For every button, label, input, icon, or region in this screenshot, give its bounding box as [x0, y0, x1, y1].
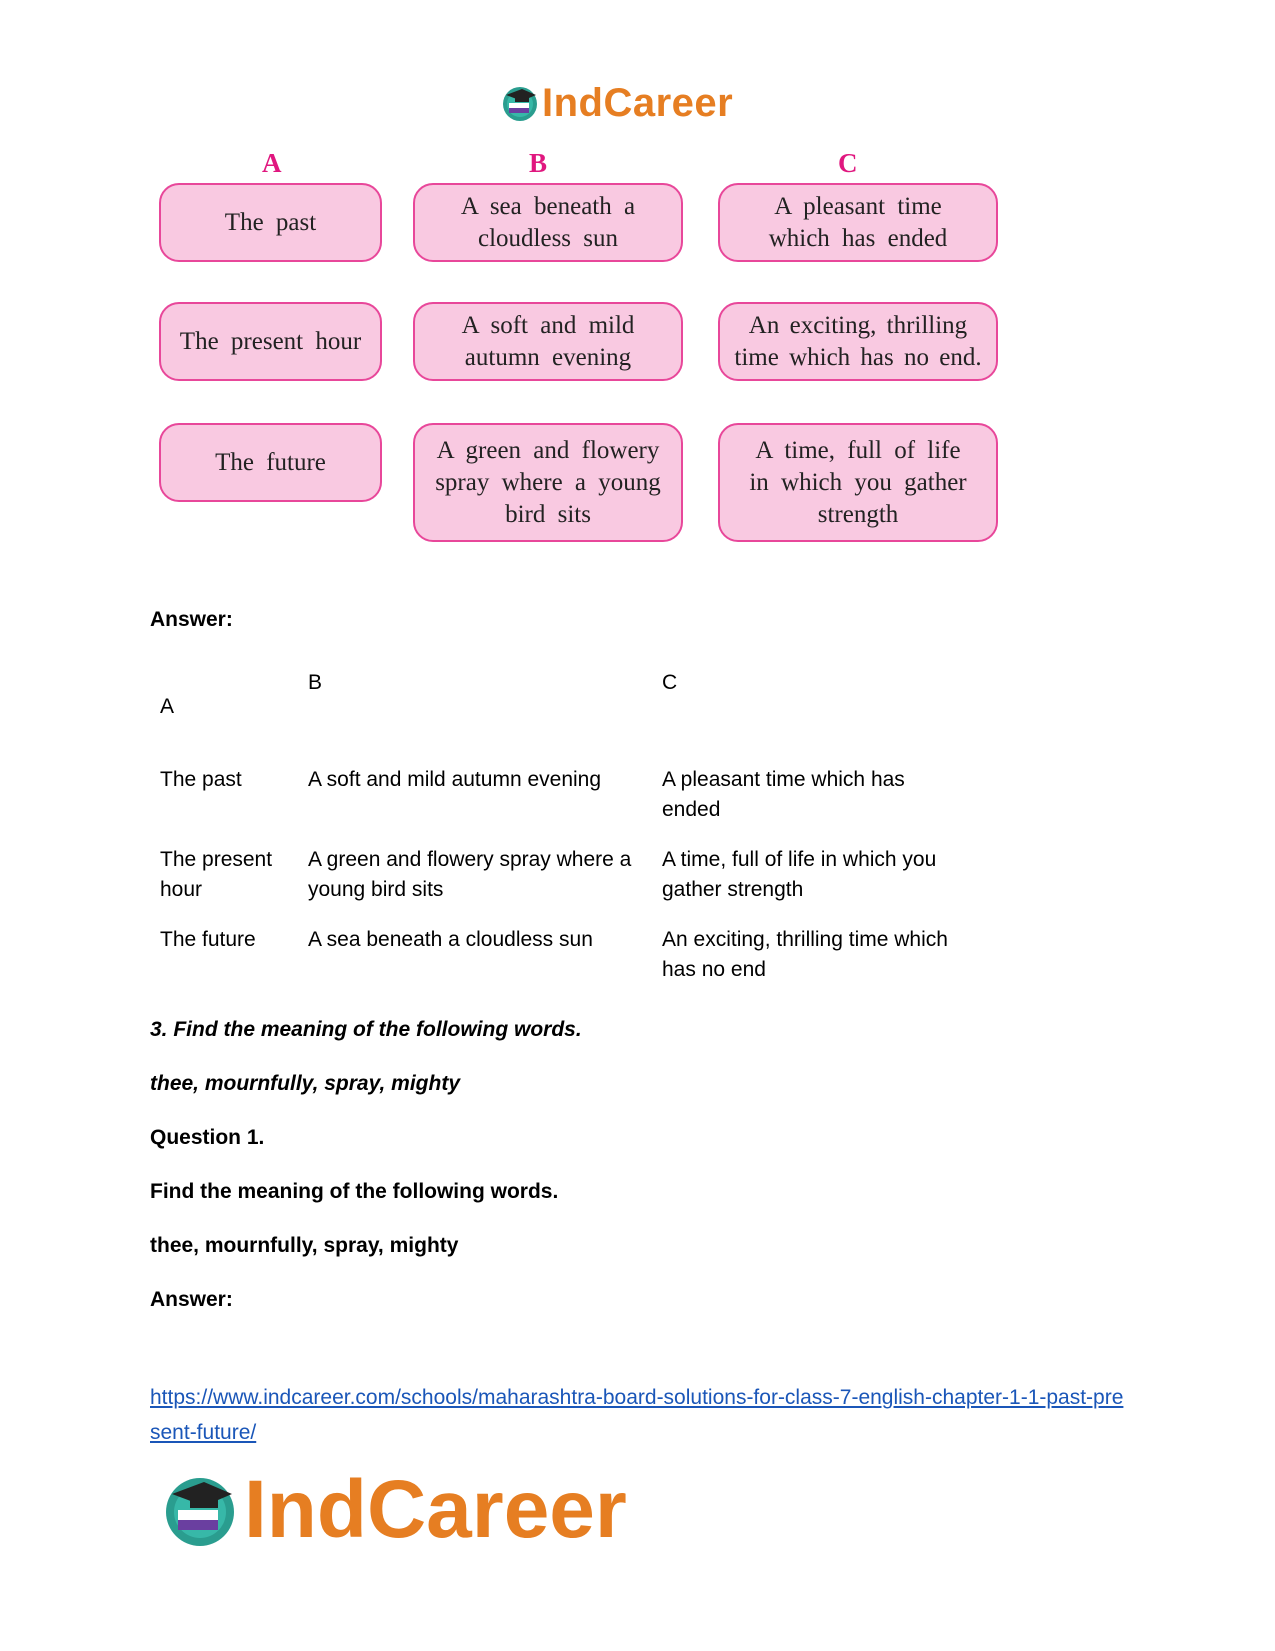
question-1-words: thee, mournfully, spray, mighty — [150, 1234, 459, 1257]
answer-link[interactable]: https://www.indcareer.com/schools/maharashtra-board-solutions-for-class-7-english-chapter-1-1-past-present-future/ — [150, 1386, 1124, 1444]
table-row-3-b: A sea beneath a cloudless sun — [308, 928, 593, 951]
box-b-1: A sea beneath a cloudless sun — [413, 183, 683, 262]
indcareer-logo-bottom — [160, 1465, 627, 1555]
globe-cap-icon — [500, 83, 540, 123]
globe-cap-icon — [160, 1470, 240, 1550]
header-b: B — [529, 148, 548, 178]
q3-words: thee, mournfully, spray, mighty — [150, 1072, 460, 1095]
table-header-a: A — [160, 695, 175, 718]
answer-label-1: Answer: — [150, 608, 233, 631]
question-1-label: Question 1. — [150, 1126, 265, 1149]
table-row-2-a: The present hour — [160, 848, 273, 901]
table-row-1-c: A pleasant time which has ended — [662, 768, 905, 821]
box-a-2: The present hour — [159, 302, 382, 381]
question-1-text: Find the meaning of the following words. — [150, 1180, 559, 1203]
header-c: C — [838, 148, 858, 178]
table-header-b: B — [308, 671, 323, 694]
q3-heading: 3. Find the meaning of the following words. — [150, 1018, 582, 1041]
table-row-3-a: The future — [160, 928, 256, 951]
box-c-2: An exciting, thrilling time which has no end. — [718, 302, 998, 381]
table-row-3-c: An exciting, thrilling time which has no end — [662, 928, 948, 981]
table-row-1-b: A soft and mild autumn evening — [308, 768, 602, 791]
answer-label-2: Answer: — [150, 1288, 233, 1311]
table-row-2-b: A green and flowery spray where a young bird sits — [308, 848, 632, 901]
box-c-3: A time, full of life in which you gather strength — [718, 423, 998, 542]
box-a-3: The future — [159, 423, 382, 502]
header-a: A — [262, 148, 282, 178]
box-b-3: A green and flowery spray where a young bird sits — [413, 423, 683, 542]
table-row-1-a: The past — [160, 768, 242, 791]
table-row-2-c: A time, full of life in which you gather strength — [662, 848, 937, 901]
box-a-1: The past — [159, 183, 382, 262]
box-c-1: A pleasant time which has ended — [718, 183, 998, 262]
table-header-c: C — [662, 671, 678, 694]
brand-name-bottom: IndCareer — [244, 1464, 627, 1555]
indcareer-logo-top — [500, 78, 733, 128]
brand-name: IndCareer — [542, 80, 734, 125]
box-b-2: A soft and mild autumn evening — [413, 302, 683, 381]
